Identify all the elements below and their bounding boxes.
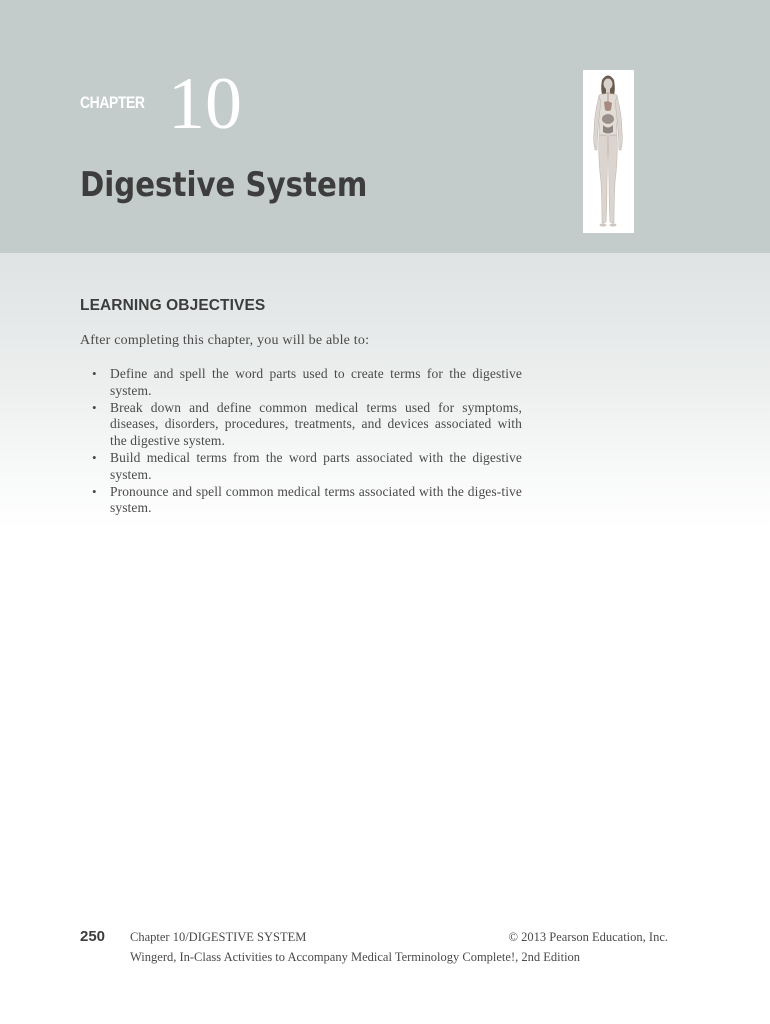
list-item [92,400,522,450]
chapter-number: 10 [168,63,242,145]
objective-text: Pronounce and spell common medical terms associated with the diges-tive system. [110,483,522,516]
objective-text: Define and spell the word parts used to create terms for the digestive system. [110,366,522,398]
body-figure-illustration [583,70,634,233]
footer-copyright: © 2013 Pearson Education, Inc. [508,930,668,944]
bullet-icon: • [92,366,97,381]
human-body-digestive-icon [583,70,634,233]
chapter-header-band [0,0,770,253]
learning-objectives-intro: After completing this chapter, you will be able to: [80,333,370,348]
list-item [92,366,522,400]
bullet-icon: • [92,399,97,415]
footer-book-title: Wingerd, In-Class Activities to Accompany Medical Terminology Complete!, 2nd Edition [130,950,581,964]
chapter-title: Digestive System [80,165,368,205]
list-item [92,484,522,518]
list-item [92,450,522,484]
page-number: 250 [80,928,106,945]
bullet-icon: • [92,483,97,499]
objective-text: Break down and define common medical terms used for symptoms, diseases, disorders, procedures, treatments, and devices associated with the digestive system. [110,399,522,449]
chapter-label: CHAPTER [80,93,145,112]
footer-chapter-reference: Chapter 10/DIGESTIVE SYSTEM [130,930,307,944]
objective-text: Build medical terms from the word parts associated with the digestive system. [110,449,522,482]
learning-objectives-list [92,366,522,517]
learning-objectives-heading: LEARNING OBJECTIVES [80,297,266,314]
bullet-icon: • [92,449,97,465]
